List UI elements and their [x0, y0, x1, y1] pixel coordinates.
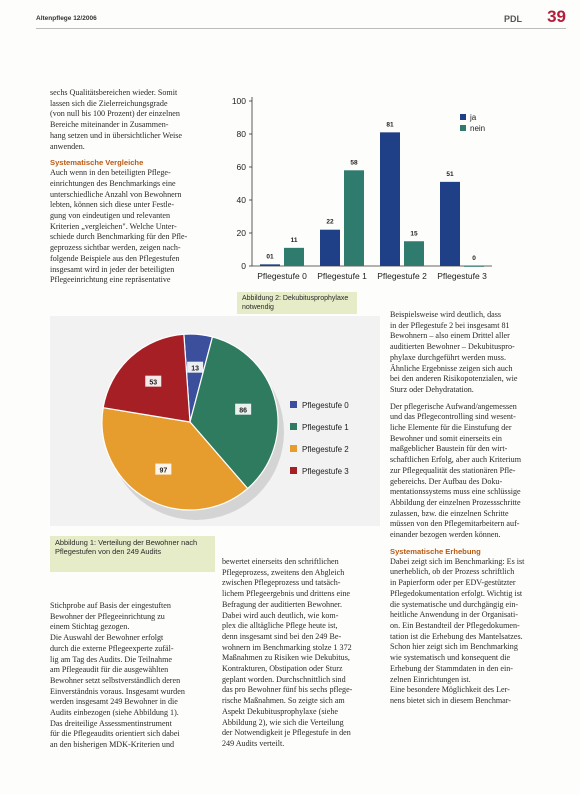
text-line: wohnern im Benchmarking stolze 1 372: [222, 642, 352, 652]
text-line: (von null bis 100 Prozent) der einzelnen: [50, 109, 180, 119]
controlling-paragraph: [390, 402, 558, 541]
text-line: lebten, können sich diese unter Festle-: [50, 200, 175, 210]
x-tick-label: Pflegestufe 1: [317, 271, 367, 281]
text-line: Bereiche miteinander in Zusammen-: [50, 120, 169, 130]
text-line: für die Pflegeaudits orientiert sich dabei: [50, 729, 180, 739]
bar-nein: [464, 266, 484, 267]
text-line: phylaxe durchgeführt werden muss.: [390, 352, 506, 362]
text-line: an den bisherigen MDK-Kriterien und: [50, 740, 175, 750]
slice-label: 13: [191, 365, 200, 373]
text-line: maßgeblicher Baustein für den wirt-: [390, 444, 508, 454]
data-label: 22: [326, 218, 334, 226]
section-heading-systematic-survey: Systematische Erhebung: [390, 546, 481, 556]
text-line: hang setzen und in übersichtlicher Weise: [50, 130, 183, 140]
y-tick-label: 0: [241, 261, 246, 271]
survey-paragraph: [390, 557, 558, 707]
text-line: gung von eindeutigen und relevanten: [50, 211, 171, 221]
text-line: durch die externe Pflegeexperte zufäl-: [50, 643, 174, 653]
text-line: tation ist die Erhebung des Mantelsatzes.: [390, 631, 523, 641]
slice-label: 97: [159, 467, 168, 475]
data-label: 15: [410, 230, 418, 238]
legend-swatch: [460, 114, 466, 120]
data-label: 11: [290, 236, 298, 244]
text-line: die systematische und durchgängig ein-: [390, 599, 519, 609]
text-line: Sturz oder Dehydratation.: [390, 384, 474, 394]
text-line: Dabei zeigt sich im Benchmarking: Es ist: [390, 556, 525, 566]
text-line: Stichprobe auf Basis der eingestuften: [50, 601, 171, 610]
text-line: rische Maßnahmen. So zeigte sich am: [222, 696, 345, 706]
legend-label: Pflegestufe 0: [302, 401, 349, 410]
text-line: Befragung der auditierten Bewohner.: [222, 599, 343, 609]
text-line: Das dreiteilige Assessmentinstrument: [50, 718, 172, 728]
data-label: 58: [350, 159, 358, 167]
text-line: in der Pflegestufe 2 bei insgesamt 81: [390, 320, 510, 330]
data-label: 51: [446, 170, 454, 178]
left-column-top: [50, 88, 210, 286]
legend-swatch: [460, 125, 466, 131]
legend-swatch: [290, 401, 297, 408]
bar-chart-caption: Abbildung 2: Dekubitusprophylaxe notwendig: [237, 292, 357, 314]
text-line: einem Stichtag gezogen.: [50, 622, 130, 632]
y-tick-label: 40: [236, 195, 246, 205]
pie-chart-caption: Abbildung 1: Verteilung der Bewohner nach Pflegestufen von den 249 Audits: [50, 536, 215, 572]
y-tick-label: 60: [236, 162, 246, 172]
text-line: Eine besondere Möglichkeit des Ler-: [390, 685, 510, 695]
text-line: Schon hier zeigt sich im Benchmarking: [390, 642, 518, 652]
legend-label: Pflegestufe 2: [302, 445, 349, 454]
y-tick-label: 20: [236, 228, 246, 238]
legend-label: Pflegestufe 3: [302, 467, 349, 476]
text-line: Kriterien „vergleichen". Welche Unter-: [50, 221, 177, 231]
text-line: insgesamt wird in jeder der beteiligten: [50, 264, 175, 274]
pie-chart: [50, 316, 380, 566]
bar-nein: [404, 241, 424, 266]
text-line: on. Ein Bestandteil der Pflegedokumen-: [390, 620, 520, 630]
text-line: in Papierform oder per EDV-gestützter: [390, 578, 516, 588]
assessment-paragraph: [222, 557, 382, 750]
text-line: Auch wenn in den beteiligten Pflege-: [50, 168, 171, 178]
text-line: einrichtungen des Benchmarkings eine: [50, 178, 176, 188]
text-line: geplant worden. Durchschnittlich sind: [222, 674, 346, 684]
text-line: bei den anderen Risikopotenzialen, wie: [390, 374, 518, 384]
slice-label: 53: [149, 379, 158, 387]
data-label: 81: [386, 121, 394, 129]
text-line: Maßnahmen zu Risiken wie Dekubitus,: [222, 653, 350, 663]
legend-swatch: [290, 445, 297, 452]
intro-paragraph: [50, 88, 210, 152]
y-tick-label: 80: [236, 129, 246, 139]
text-line: Ähnliche Ergebnisse zeigen sich auch: [390, 363, 513, 373]
bar-ja: [260, 264, 280, 266]
text-line: unterschiedliche Anzahl von Bewohnern: [50, 189, 182, 199]
section-heading-systematic-comparisons: Systematische Vergleiche: [50, 158, 144, 168]
text-line: liche Elemente für die Einstufung der: [390, 423, 512, 433]
text-line: zelnen Einrichtungen ist.: [390, 674, 471, 684]
journal-issue: Altenpflege 12/2006: [36, 15, 97, 22]
text-line: plex die alltägliche Pflege heute ist,: [222, 621, 338, 631]
text-line: zur Pflegequalität des stationären Pfle-: [390, 465, 516, 475]
text-line: Abbildung der einzelnen Prozessschritte: [390, 497, 521, 507]
comparisons-paragraph: [50, 168, 210, 286]
text-line: lichem Pflegeergebnis und drittens eine: [222, 589, 350, 599]
text-line: schiede durch Benchmarking für den Pfle-: [50, 232, 188, 242]
text-line: Kontrakturen, Obstipation oder Sturz: [222, 664, 343, 674]
text-line: zwischen Pflegeprozess und tatsäch-: [222, 578, 341, 588]
text-line: Pflegeeinrichtung eine repräsentative: [50, 275, 171, 285]
x-tick-label: Pflegestufe 2: [377, 271, 427, 281]
text-line: bewertet einerseits den schriftlichen: [222, 557, 339, 566]
middle-column-bottom: [222, 557, 382, 750]
text-line: Der pflegerische Aufwand/angemessen: [390, 401, 517, 411]
example-paragraph: [390, 310, 558, 396]
bar-ja: [320, 230, 340, 266]
bar-ja: [380, 132, 400, 266]
text-line: Einverständnis voraus. Insgesamt wurden: [50, 686, 185, 696]
text-line: folgende Beispiele aus den Pflegestufen: [50, 253, 180, 263]
legend-swatch: [290, 467, 297, 474]
right-column: [390, 310, 558, 707]
text-line: Beispielsweise wird deutlich, dass: [390, 310, 502, 319]
text-line: einander bezogen werden können.: [390, 530, 501, 540]
text-line: geprozess sichtbar werden, zeigen nach-: [50, 243, 181, 253]
bar-ja: [440, 182, 460, 266]
text-line: heitliche Anwendung in der Organisati-: [390, 610, 518, 620]
data-label: 01: [266, 253, 274, 261]
text-line: zulassen, bzw. die einzelnen Schritte: [390, 508, 509, 518]
slice-label: 86: [239, 407, 248, 415]
text-line: Pflegeprozess, zweitens den Abgleich: [222, 567, 345, 577]
y-tick-label: 100: [231, 96, 246, 106]
text-line: unerheblich, ob der Prozess schriftlich: [390, 567, 515, 577]
text-line: mentationssystems muss eine schlüssige: [390, 487, 521, 497]
text-line: Bewohnern – also einem Drittel aller: [390, 331, 510, 341]
text-line: auditierten Bewohner – Dekubituspro-: [390, 342, 515, 352]
text-line: Pflegedokumentation erfolgt. Wichtig ist: [390, 588, 523, 598]
text-line: lassen sich die Zielerreichungsgrade: [50, 98, 168, 108]
text-line: und das Pflegecontrolling sind wesent-: [390, 412, 516, 422]
text-line: Aspekt Dekubitusprophylaxe (siehe: [222, 706, 338, 716]
legend-label: Pflegestufe 1: [302, 423, 349, 432]
text-line: denn insgesamt sind bei den 249 Be-: [222, 631, 342, 641]
text-line: schaftlichen Erfolg, aber auch Kriterium: [390, 455, 522, 465]
text-line: müssen von den Pflegemitarbeitern auf-: [390, 519, 520, 529]
text-line: 249 Audits verteilt.: [222, 738, 285, 748]
sample-paragraph: [50, 601, 210, 751]
text-line: Erhebung der Stammdaten in den ein-: [390, 663, 513, 673]
text-line: gebereichs. Der Aufbau des Doku-: [390, 476, 503, 486]
x-tick-label: Pflegestufe 0: [257, 271, 307, 281]
section-label: PDL: [504, 14, 522, 24]
bar-nein: [284, 248, 304, 266]
text-line: anwenden.: [50, 141, 85, 151]
text-line: Bewohner und somit einerseits ein: [390, 433, 502, 443]
legend-swatch: [290, 423, 297, 430]
text-line: Bewohner der Pflegeeinrichtung zu: [50, 611, 165, 621]
text-line: Audits einbezogen (siehe Abbildung 1).: [50, 708, 179, 718]
data-label: 0: [472, 255, 476, 262]
legend-label: ja: [470, 113, 477, 122]
page-number: 39: [547, 7, 566, 26]
x-tick-label: Pflegestufe 3: [437, 271, 487, 281]
page-header: [36, 6, 566, 29]
text-line: der Notwendigkeit je Pflegestufe in den: [222, 728, 351, 738]
text-line: das pro Bewohner fünf bis sechs pflege-: [222, 685, 353, 695]
text-line: Bewohner setzt selbstverständlich deren: [50, 675, 181, 685]
text-line: am Pflegeaudit für die ausgewählten: [50, 665, 169, 675]
text-line: nens bietet sich in diesem Benchmar-: [390, 695, 511, 705]
legend-label: nein: [470, 124, 486, 133]
text-line: Dabei wird auch deutlich, wie kom-: [222, 610, 339, 620]
text-line: Abbildung 2), wie sich die Verteilung: [222, 717, 344, 727]
left-column-bottom: [50, 601, 210, 751]
bar-chart: [222, 90, 497, 295]
text-line: wie systematisch und konsequent die: [390, 653, 511, 663]
text-line: Die Auswahl der Bewohner erfolgt: [50, 633, 164, 643]
bar-nein: [344, 170, 364, 266]
text-line: werden insgesamt 249 Bewohner in die: [50, 697, 178, 707]
text-line: sechs Qualitätsbereichen wieder. Somit: [50, 88, 178, 97]
text-line: lig am Tag des Audits. Die Teilnahme: [50, 654, 172, 664]
